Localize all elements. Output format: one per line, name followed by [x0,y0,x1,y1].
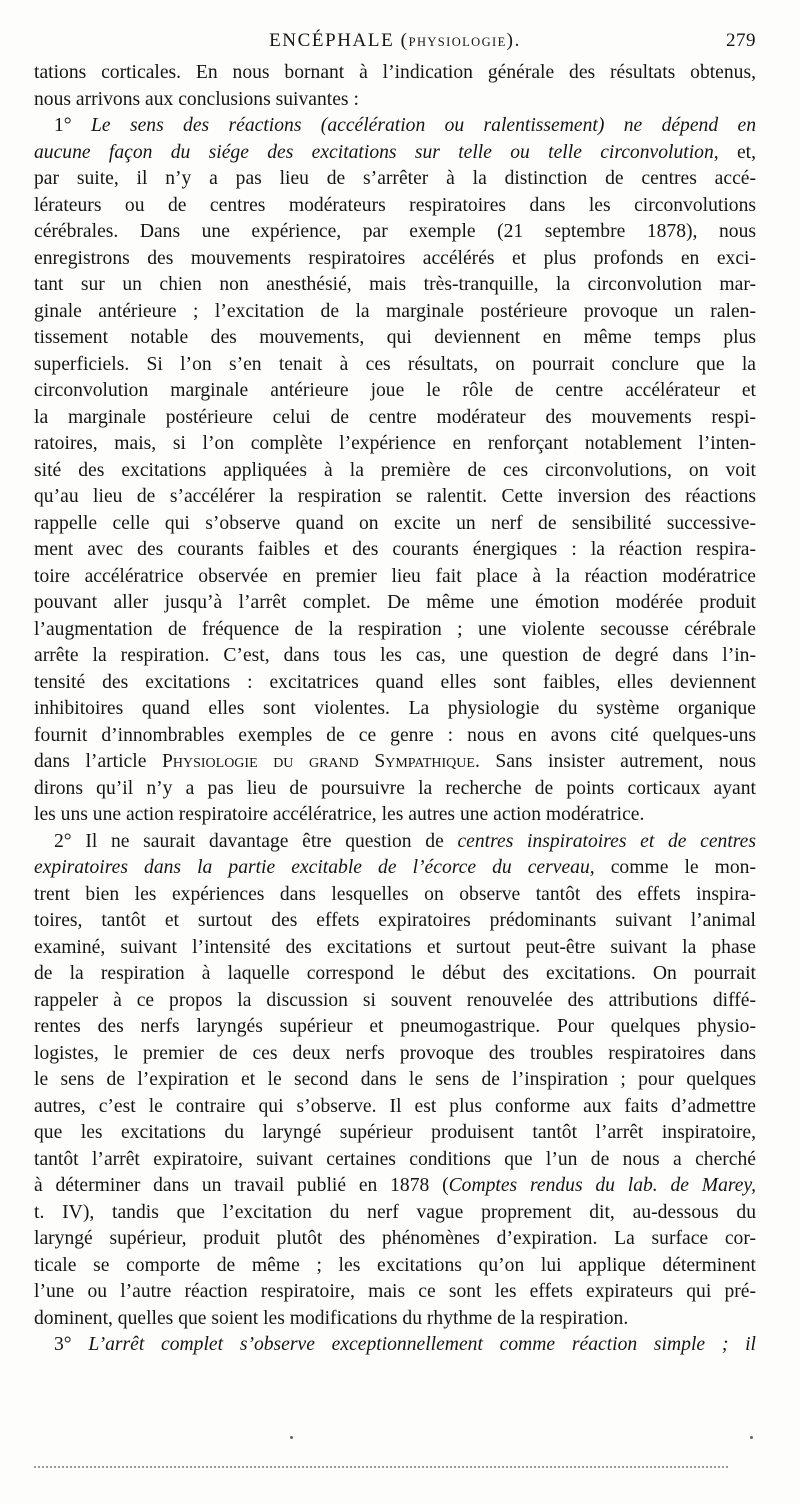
text-line: trent bien les expériences dans lesquelles on observe tantôt des effets inspira- [34,883,756,905]
text-fragment: 2° Il ne saurait davantage être question de [54,830,458,852]
footer-dotted-rule [34,1466,728,1468]
text-line: rappelle celle qui s’observe quand on excite un nerf de sensibilité successive- [34,512,756,534]
text-line: laryngé supérieur, produit plutôt des phénomènes d’expiration. La surface cor- [34,1228,756,1249]
text-fragment: dans l’article [34,751,162,772]
text-line [34,749,756,776]
text-line: arrête la respiration. C’est, dans tous les cas, une question de degré dans l’in- [34,645,756,666]
text-line: rappeler à ce propos la discussion si souvent renouvelée des attributions diffé- [34,989,756,1011]
text-line: l’une ou l’autre réaction respiratoire, mais ce sont les effets expirateurs qui pré- [34,1281,756,1302]
text-line: de la respiration à laquelle correspond le début des excitations. On pourrait [34,963,756,984]
text-line: t. IV), tandis que l’excitation du nerf vague proprement dit, au-dessous du [34,1201,756,1223]
body-text [34,60,756,1359]
text-line: ginale antérieure ; l’excitation de la marginale postérieure provoque un ralen- [34,300,756,322]
text-line: toires, tantôt et surtout des effets expiratoires prédominants suivant l’animal [34,910,756,931]
running-title-main: ENCÉPHALE [269,30,395,51]
article-reference: Physiologie du grand Sympathique [161,751,475,772]
text-line [34,1173,756,1200]
text-line: tissement notable des mouvements, qui deviennent en même temps plus [34,327,756,348]
text-line: ment avec des courants faibles et des courants énergiques : la réaction respira- [34,539,756,560]
text-line: inhibitoires quand elles sont violentes. La physiologie du système organique [34,698,756,719]
text-line: que les excitations du laryngé supérieur produisent tantôt l’arrêt inspiratoire, [34,1122,756,1143]
text-line: toire accélératrice observée en premier lieu fait place à la réaction modératrice [34,565,756,587]
text-line: dominent, quelles que soient les modifications du rhythme de la respiration. [34,1307,629,1329]
text-line: enregistrons des mouvements respiratoires accélérés et plus profonds en exci- [34,247,756,269]
paragraph-1-start [34,113,756,140]
italic-phrase: aucune façon du siége des excitations sur telle ou telle circonvolution, [34,141,719,163]
running-title-small: PHYSIOLOGIE [408,35,507,49]
text-line: ticale se comporte de même ; les excitations qu’on lui applique déterminent [34,1254,756,1276]
text-fragment: à déterminer dans un travail publié en 1878 ( [34,1175,449,1196]
paragraph-2-start [34,829,756,856]
text-line: qu’au lieu de s’accélérer la respiration se ralentit. Cette inversion des réactions [34,486,756,507]
italic-phrase: L’arrêt complet s’observe exceptionnellement comme réaction simple ; il [88,1334,756,1355]
italic-phrase: centres inspiratoires et de centres [457,830,756,852]
list-number: 1° [54,115,72,136]
page-number: 279 [726,30,756,51]
paragraph-3-start [34,1332,756,1359]
italic-phrase: expiratoires dans la partie excitable de l’écorce du cerveau, [34,857,595,878]
text-line: rentes des nerfs laryngés supérieur et pneumogastrique. Pour quelques physio- [34,1016,756,1037]
text-line: cérébrales. Dans une expérience, par exemple (21 septembre 1878), nous [34,221,756,242]
text-line [34,140,756,167]
text-line: examiné, suivant l’intensité des excitations et surtout peut-être suivant la phase [34,936,756,958]
text-line: superficiels. Si l’on s’en tenait à ces résultats, on pourrait conclure que la [34,353,756,375]
running-title-open: ( [400,30,409,51]
running-head [34,30,756,56]
text-line: sité des excitations appliquées à la première de ces circonvolutions, on voit [34,459,756,481]
text-line: fournit d’innombrables exemples de ce genre : nous en avons cité quelques-uns [34,724,756,746]
text-line: logistes, le premier de ces deux nerfs provoque des troubles respiratoires dans [34,1042,756,1064]
running-title [34,30,756,52]
print-speck [750,1436,753,1439]
text-line: par suite, il n’y a pas lieu de s’arrêter à la distinction de centres accé- [34,168,756,189]
print-speck [290,1436,293,1439]
text-fragment: . Sans insister autrement, nous [474,751,756,772]
text-line: la marginale postérieure celui de centre modérateur des mouvements respi- [34,406,756,428]
text-line: lérateurs ou de centres modérateurs respiratoires dans les circonvolutions [34,194,756,216]
text-line: tantôt l’arrêt expiratoire, suivant certaines conditions que l’un de nous a cherché [34,1148,756,1170]
text-line [34,855,756,882]
list-number: 3° [54,1334,72,1355]
text-line: les uns une action respiratoire accélératrice, les autres une action modératrice. [34,804,645,825]
text-line: dirons qu’il n’y a pas lieu de poursuivre la recherche de points corticaux ayant [34,777,756,799]
italic-citation: Comptes rendus du lab. de Marey, [448,1175,756,1196]
italic-phrase: Le sens des réactions (accélération ou ralentissement) ne dépend en [91,115,756,136]
text-line: tations corticales. En nous bornant à l’indication générale des résultats obtenus, [34,62,756,83]
text-line: nous arrivons aux conclusions suivantes : [34,88,359,110]
text-line: ratoires, mais, si l’on complète l’expérience en renforçant notablement l’inten- [34,433,756,454]
running-title-close: ). [506,30,521,51]
text-line: l’augmentation de fréquence de la respiration ; une violente secousse cérébrale [34,618,756,640]
text-line: le sens de l’expiration et le second dans le sens de l’inspiration ; pour quelques [34,1069,756,1090]
text-line: circonvolution marginale antérieure joue le rôle de centre accélérateur et [34,380,756,401]
text-fragment: et, [718,141,756,163]
text-line: autres, c’est le contraire qui s’observe. Il est plus conforme aux faits d’admettre [34,1095,756,1117]
text-fragment: comme le mon- [594,857,756,878]
text-line: tant sur un chien non anesthésié, mais très-tranquille, la circonvolution mar- [34,274,756,295]
text-line: pouvant aller jusqu’à l’arrêt complet. De même une émotion modérée produit [34,592,756,613]
text-line: tensité des excitations : excitatrices quand elles sont faibles, elles deviennent [34,671,756,693]
